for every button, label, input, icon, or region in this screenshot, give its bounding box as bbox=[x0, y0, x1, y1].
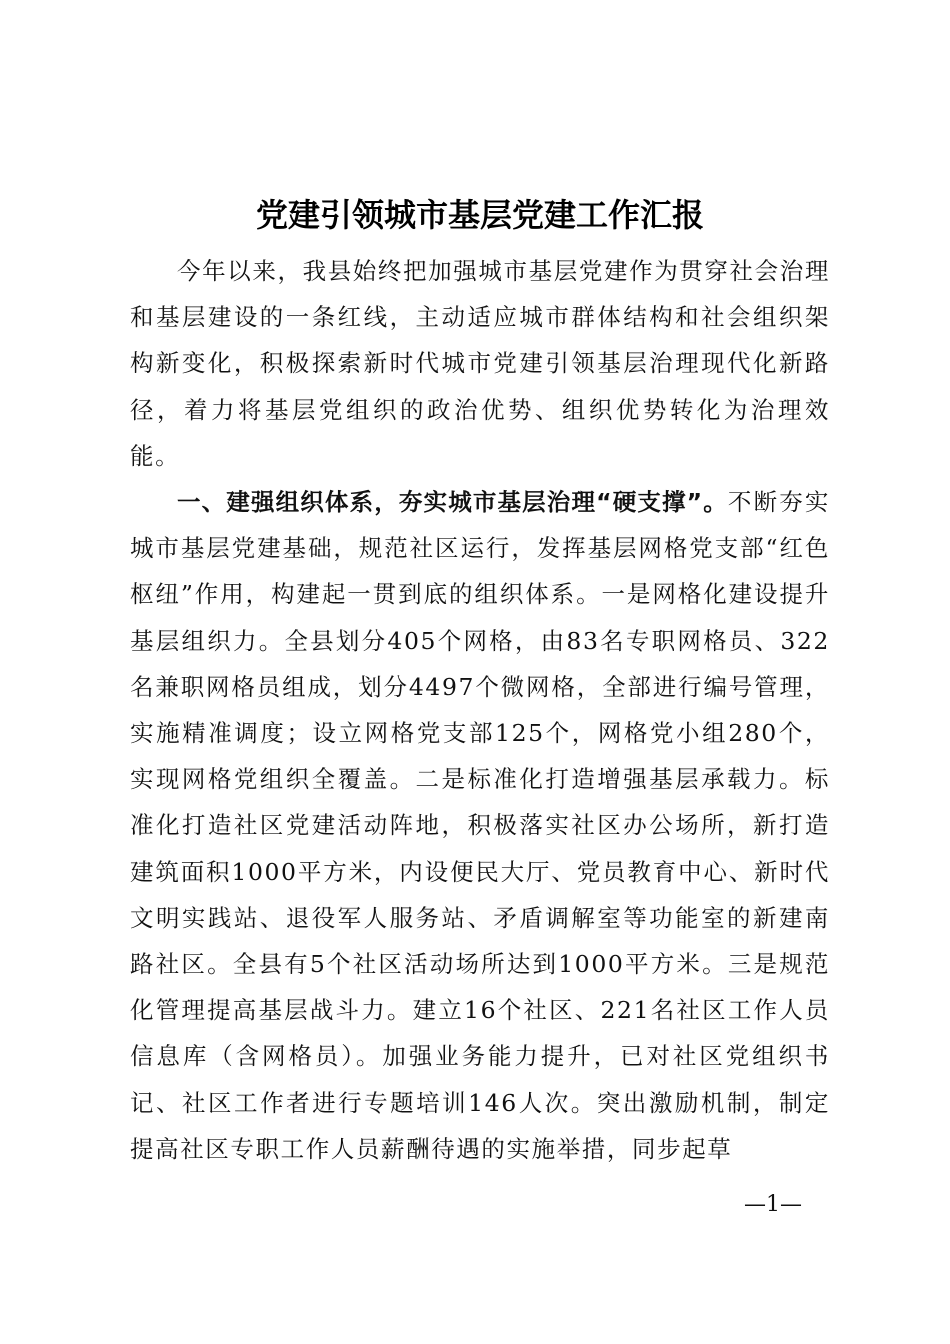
document-title: 党建引领城市基层党建工作汇报 bbox=[255, 196, 704, 235]
document-body bbox=[130, 248, 830, 1172]
intro-paragraph: 今年以来，我县始终把加强城市基层党建作为贯穿社会治理和基层建设的一条红线，主动适应城市群体结构和社会组织架构新变化，积极探索新时代城市党建引领基层治理现代化新路径，着力将基层党组织的政治优势、组织优势转化为治理效能。 bbox=[130, 257, 830, 470]
section-1-body: 不断夯实城市基层党建基础，规范社区运行，发挥基层网格党支部“红色枢纽”作用，构建起一贯到底的组织体系。一是网格化建设提升基层组织力。全县划分405个网格，由83名专职网格员、322名兼职网格员组成，划分4497个微网格，全部进行编号管理，实施精准调度；设立网格党支部125个，网格党小组280个，实现网格党组织全覆盖。二是标准化打造增强基层承载力。标准化打造社区党建活动阵地，积极落实社区办公场所，新打造建筑面积1000平方米，内设便民大厅、党员教育中心、新时代文明实践站、退役军人服务站、矛盾调解室等功能室的新建南路社区。全县有5个社区活动场所达到1000平方米。三是规范化管理提高基层战斗力。建立16个社区、221名社区工作人员信息库（含网格员）。加强业务能力提升，已对社区党组织书记、社区工作者进行专题培训146人次。突出激励机制，制定提高社区专职工作人员薪酬待遇的实施举措，同步起草 bbox=[130, 488, 830, 1163]
page-number: —1— bbox=[744, 1192, 802, 1217]
section-1-heading: 一、建强组织体系，夯实城市基层治理“硬支撑”。 bbox=[177, 488, 728, 517]
section-1-paragraph bbox=[130, 479, 830, 1172]
